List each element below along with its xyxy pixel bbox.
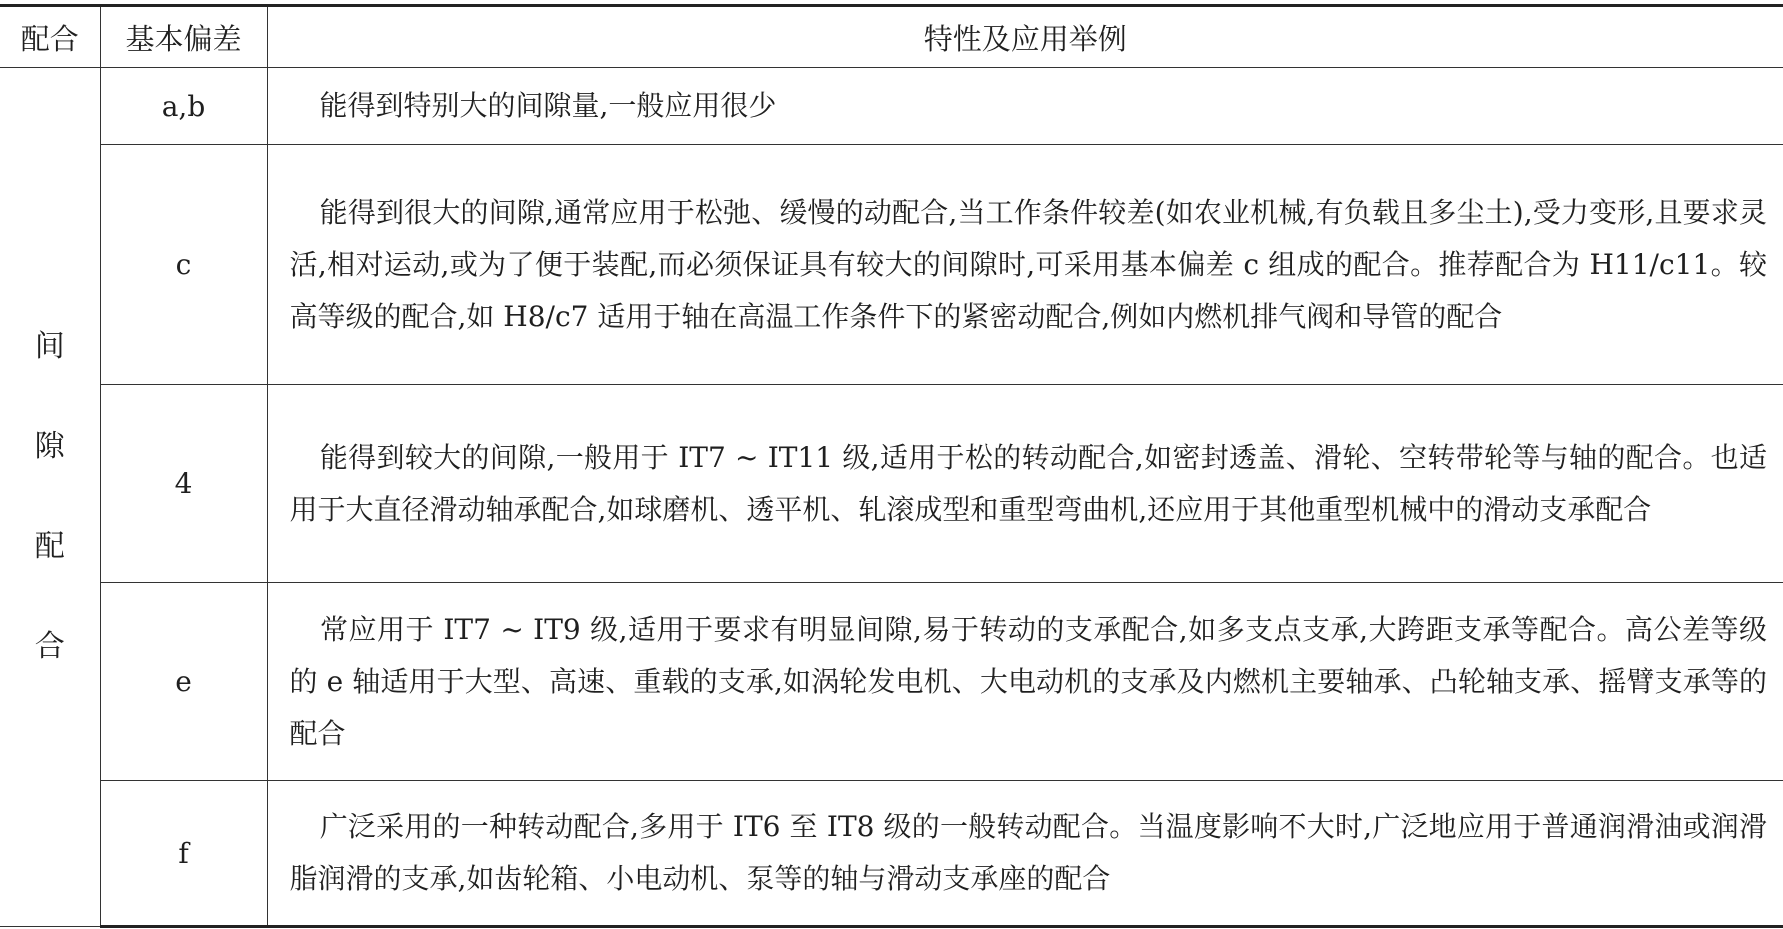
deviation-cell: a,b (100, 68, 267, 145)
description-text: 能得到特别大的间隙量,一般应用很少 (319, 89, 777, 122)
fit-type-char: 合 (34, 629, 65, 664)
table-row (0, 781, 1783, 927)
header-deviation: 基本偏差 (100, 6, 267, 68)
fit-characteristics-table (0, 4, 1783, 928)
description-text: 能得到很大的间隙,通常应用于松弛、缓慢的动配合,当工作条件较差(如农业机械,有负载且多尘土),受力变形,且要求灵活,相对运动,或为了便于装配,而必须保证具有较大的间隙时,可采用基本偏差 c 组成的配合。推荐配合为 H11/c11。较高等级的配合,如 H8/c7 适用于轴在高温工作条件下的紧密动配合,例如内燃机排气阀和导管的配合 (289, 195, 1767, 333)
description-text: 常应用于 IT7 ~ IT9 级,适用于要求有明显间隙,易于转动的支承配合,如多支点支承,大跨距支承等配合。高公差等级的 e 轴适用于大型、高速、重载的支承,如涡轮发电机、大电动机的支承及内燃机主要轴承、凸轮轴支承、摇臂支承等的配合 (289, 612, 1767, 750)
fit-type-char: 配 (34, 529, 65, 564)
header-description: 特性及应用举例 (267, 6, 1783, 68)
deviation-cell: 4 (100, 385, 267, 583)
table-row (0, 68, 1783, 145)
table-header-row (0, 6, 1783, 68)
deviation-cell: f (100, 781, 267, 927)
fit-type-cell (0, 68, 100, 927)
description-cell (267, 583, 1783, 781)
fit-type-char: 间 (34, 329, 65, 364)
deviation-cell: e (100, 583, 267, 781)
description-cell (267, 68, 1783, 145)
table-row (0, 583, 1783, 781)
header-fit: 配合 (0, 6, 100, 68)
description-text: 广泛采用的一种转动配合,多用于 IT6 至 IT8 级的一般转动配合。当温度影响不大时,广泛地应用于普通润滑油或润滑脂润滑的支承,如齿轮箱、小电动机、泵等的轴与滑动支承座的配合 (289, 810, 1767, 895)
description-cell (267, 781, 1783, 927)
description-cell (267, 385, 1783, 583)
table-row (0, 145, 1783, 385)
description-text: 能得到较大的间隙,一般用于 IT7 ~ IT11 级,适用于松的转动配合,如密封透盖、滑轮、空转带轮等与轴的配合。也适用于大直径滑动轴承配合,如球磨机、透平机、轧滚成型和重型弯曲机,还应用于其他重型机械中的滑动支承配合 (289, 440, 1767, 526)
description-cell (267, 145, 1783, 385)
deviation-cell: c (100, 145, 267, 385)
fit-type-char: 隙 (34, 429, 65, 464)
table-row (0, 385, 1783, 583)
